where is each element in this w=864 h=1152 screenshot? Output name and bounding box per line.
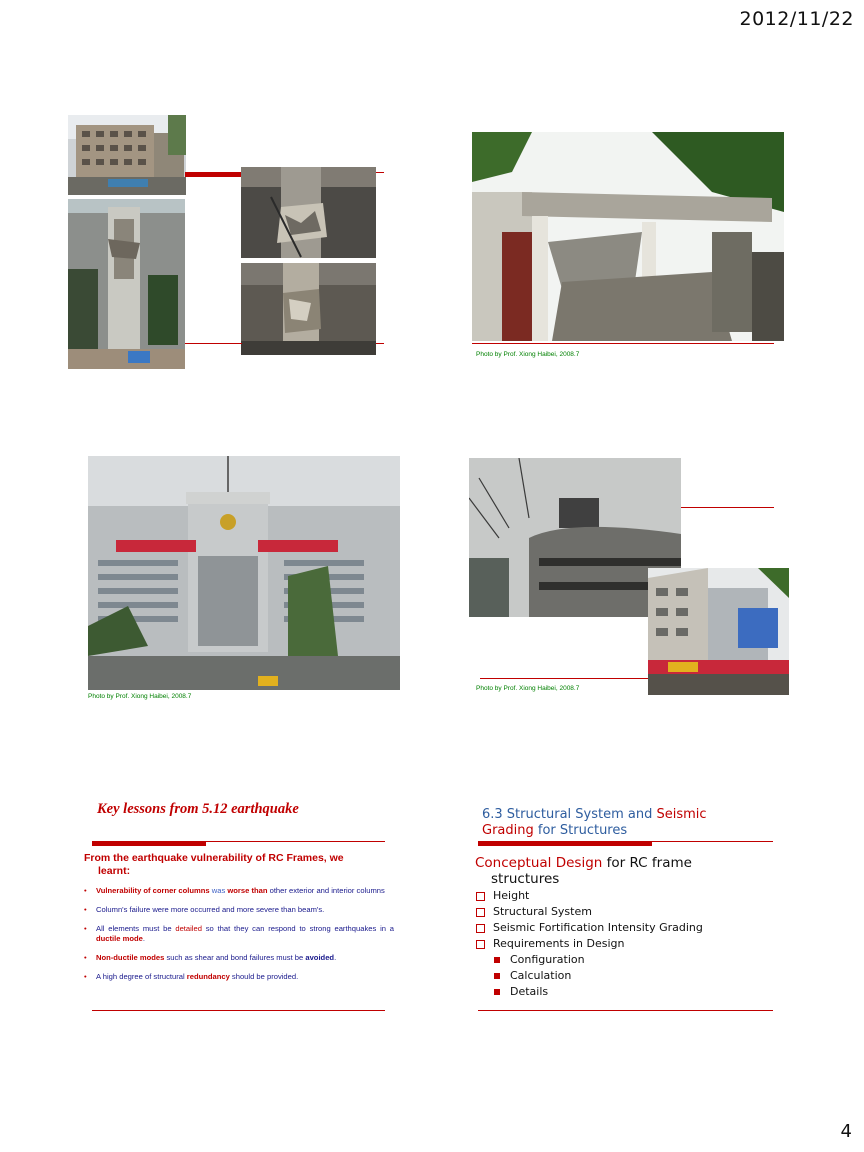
bullet-square-icon	[494, 973, 500, 979]
list-item: • Non-ductile modes such as shear and bond failures must be avoided.	[84, 953, 337, 962]
checkbox-icon	[476, 892, 485, 901]
bullet-square-icon	[494, 989, 500, 995]
building-damage-photo	[68, 115, 186, 195]
red-rule	[472, 343, 774, 344]
red-rule	[92, 1010, 385, 1011]
list-item: • Column's failure were more occurred and more severe than beam's.	[84, 905, 325, 914]
subtitle-line-2: learnt:	[98, 865, 131, 877]
bullet-square-icon	[494, 957, 500, 963]
document-date: 2012/11/22	[739, 8, 854, 30]
photo-caption: Photo by Prof. Xiong Haibei, 2008.7	[476, 351, 580, 358]
red-rule	[681, 507, 774, 508]
lessons-list	[84, 886, 394, 991]
section-heading: Conceptual Design for RC frame structures	[475, 855, 692, 887]
red-rule	[478, 1010, 773, 1011]
list-item: Seismic Fortification Intensity Grading	[476, 920, 703, 936]
red-rule	[376, 172, 384, 173]
list-item: Structural System	[476, 904, 703, 920]
street-buildings-photo	[648, 568, 789, 695]
red-rule	[185, 343, 242, 344]
subtitle-line-1: From the earthquake vulnerability of RC Frames, we	[84, 852, 344, 864]
checkbox-icon	[476, 924, 485, 933]
list-item: • All elements must be detailed so that they can respond to strong earthquakes in a ductile mode.	[84, 924, 394, 943]
damaged-column-photo	[68, 199, 185, 369]
red-rule	[376, 343, 384, 344]
accent-bar	[185, 172, 242, 177]
checkbox-icon	[476, 908, 485, 917]
list-item: • A high degree of structural redundancy should be provided.	[84, 972, 299, 981]
accent-bar	[92, 842, 206, 846]
sub-list-item: Details	[476, 984, 703, 1000]
column-closeup-photo-2	[241, 263, 376, 355]
design-list	[476, 888, 703, 1000]
government-building-photo	[88, 456, 400, 690]
red-rule	[480, 678, 648, 679]
photo-caption: Photo by Prof. Xiong Haibei, 2008.7	[88, 693, 192, 700]
checkbox-icon	[476, 940, 485, 949]
page-number: 4	[840, 1121, 852, 1142]
accent-bar	[478, 842, 652, 846]
list-item: Requirements in Design	[476, 936, 703, 952]
slide-subtitle	[84, 852, 396, 878]
slide-title: Key lessons from 5.12 earthquake	[97, 801, 299, 817]
collapsed-building-photo	[472, 132, 784, 341]
slide-title: 6.3 Structural System and Seismic Grading for Structures	[482, 807, 707, 838]
sub-list-item: Calculation	[476, 968, 703, 984]
sub-list-item: Configuration	[476, 952, 703, 968]
column-closeup-photo-1	[241, 167, 376, 258]
list-item: • Vulnerability of corner columns was worse than other exterior and interior columns	[84, 886, 385, 895]
list-item: Height	[476, 888, 703, 904]
photo-caption: Photo by Prof. Xiong Haibei, 2008.7	[476, 685, 580, 692]
